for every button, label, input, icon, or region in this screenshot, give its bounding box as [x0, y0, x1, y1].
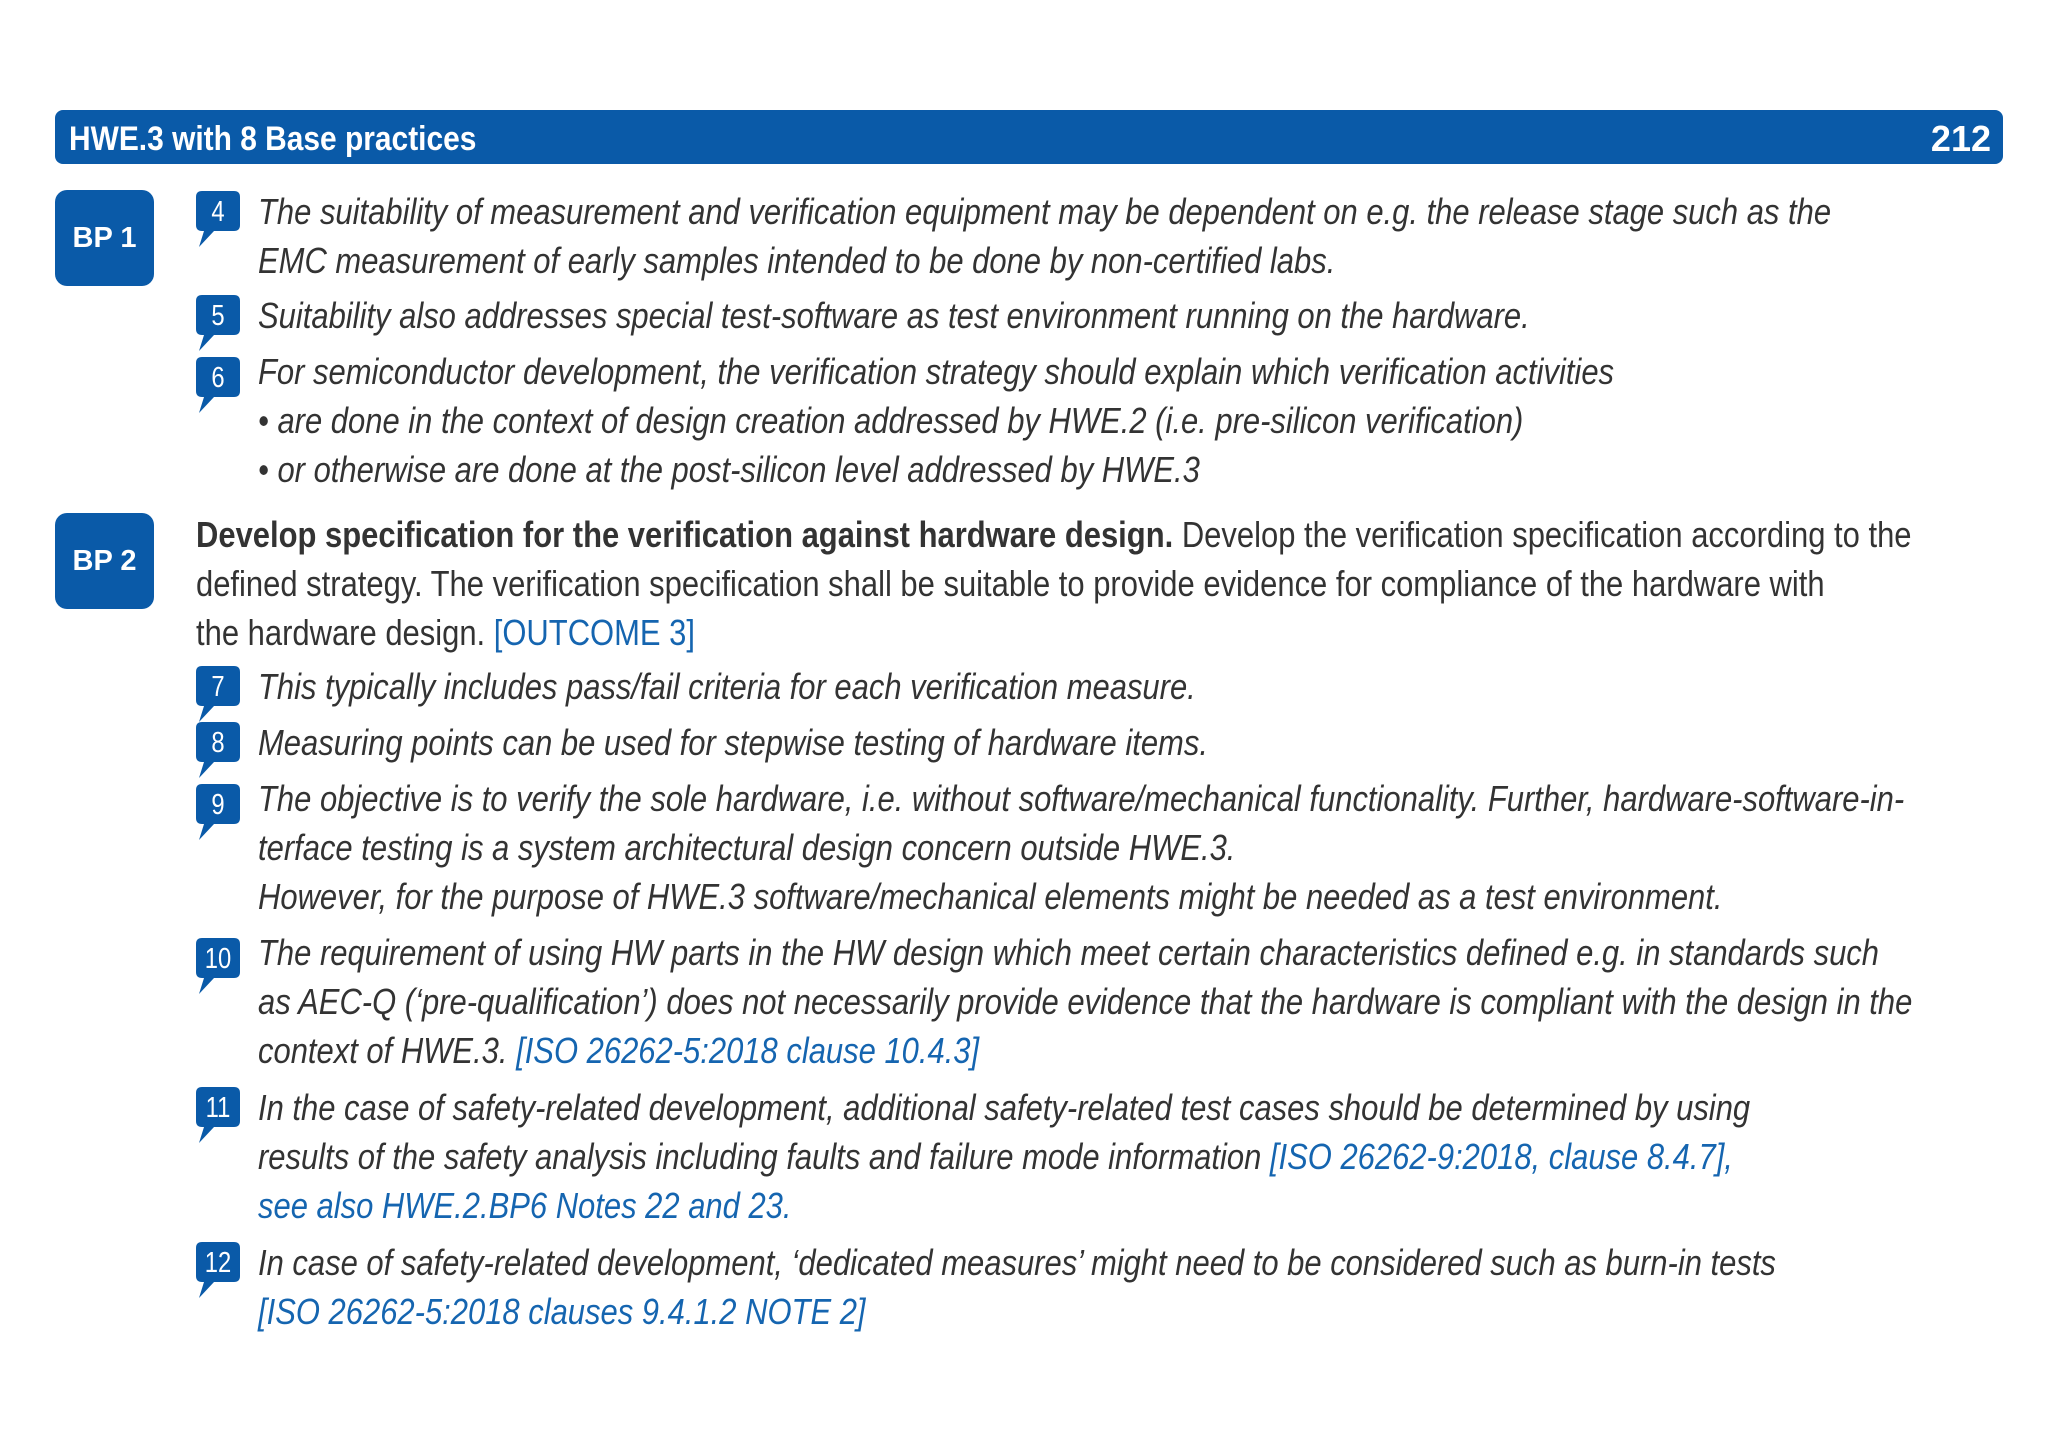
bullet-item: • or otherwise are done at the post-silicon level addressed by HWE.3	[258, 449, 1200, 490]
note-line: In the case of safety-related development, additional safety-related test cases should be determined by using	[258, 1087, 1751, 1128]
note-line: Suitability also addresses special test-software as test environment running on the hardware.	[258, 295, 1530, 336]
note-line: The suitability of measurement and verification equipment may be dependent on e.g. the release stage such as the	[258, 191, 1832, 232]
note-line: This typically includes pass/fail criteria for each verification measure.	[258, 666, 1196, 707]
bp2-description: Develop specification for the verification against hardware design. Develop the verification specification according to the defined strategy. The verification specification shall be suitable to provide evidence for compliance of the hardware with the hardware design. [OUTCOME 3]	[196, 514, 1912, 653]
page-number: 212	[1930, 118, 1991, 159]
bullet-item: • are done in the context of design creation addressed by HWE.2 (i.e. pre-silicon verification)	[258, 400, 1524, 441]
note-line: However, for the purpose of HWE.3 software/mechanical elements might be needed as a test environment.	[258, 876, 1723, 917]
note-bubble-icon: 6	[196, 357, 240, 415]
page-header	[55, 110, 2003, 164]
note-line: Measuring points can be used for stepwise testing of hardware items.	[258, 722, 1208, 763]
note-line: terface testing is a system architectural design concern outside HWE.3.	[258, 827, 1236, 868]
note-line: For semiconductor development, the verification strategy should explain which verification activities	[258, 351, 1615, 392]
bp2-heading: Develop specification for the verification against hardware design.	[196, 514, 1174, 555]
section-title: HWE.3 with 8 Base practices	[69, 120, 477, 158]
note-line: The requirement of using HW parts in the HW design which meet certain characteristics defined e.g. in standards such	[258, 932, 1880, 973]
outcome-reference: [OUTCOME 3]	[493, 612, 696, 653]
bp1-badge: BP 1	[55, 190, 154, 286]
iso-reference: [ISO 26262-5:2018 clauses 9.4.1.2 NOTE 2]	[258, 1291, 866, 1332]
note-line: The objective is to verify the sole hardware, i.e. without software/mechanical functionality. Further, hardware-software-in-	[258, 778, 1905, 819]
note-bubble-icon: 12	[196, 1242, 240, 1300]
note-line: EMC measurement of early samples intended to be done by non-certified labs.	[258, 240, 1336, 281]
note-bubble-icon: 5	[196, 295, 240, 353]
bp2-badge: BP 2	[55, 513, 154, 609]
note-line: as AEC-Q (‘pre-qualification’) does not necessarily provide evidence that the hardware is compliant with the design in the	[258, 981, 1913, 1022]
cross-reference: see also HWE.2.BP6 Notes 22 and 23.	[258, 1185, 792, 1226]
iso-reference: [ISO 26262-9:2018, clause 8.4.7],	[1269, 1136, 1733, 1177]
note-bubble-icon: 11	[196, 1087, 240, 1145]
note-bubble-icon: 8	[196, 722, 240, 780]
note-bubble-icon: 7	[196, 666, 240, 724]
note-bubble-icon: 4	[196, 191, 240, 249]
note-line: In case of safety-related development, ‘dedicated measures’ might need to be considered such as burn-in tests	[258, 1242, 1776, 1283]
note-bubble-icon: 10	[196, 938, 240, 996]
note-bubble-icon: 9	[196, 784, 240, 842]
iso-reference: [ISO 26262-5:2018 clause 10.4.3]	[516, 1030, 980, 1071]
